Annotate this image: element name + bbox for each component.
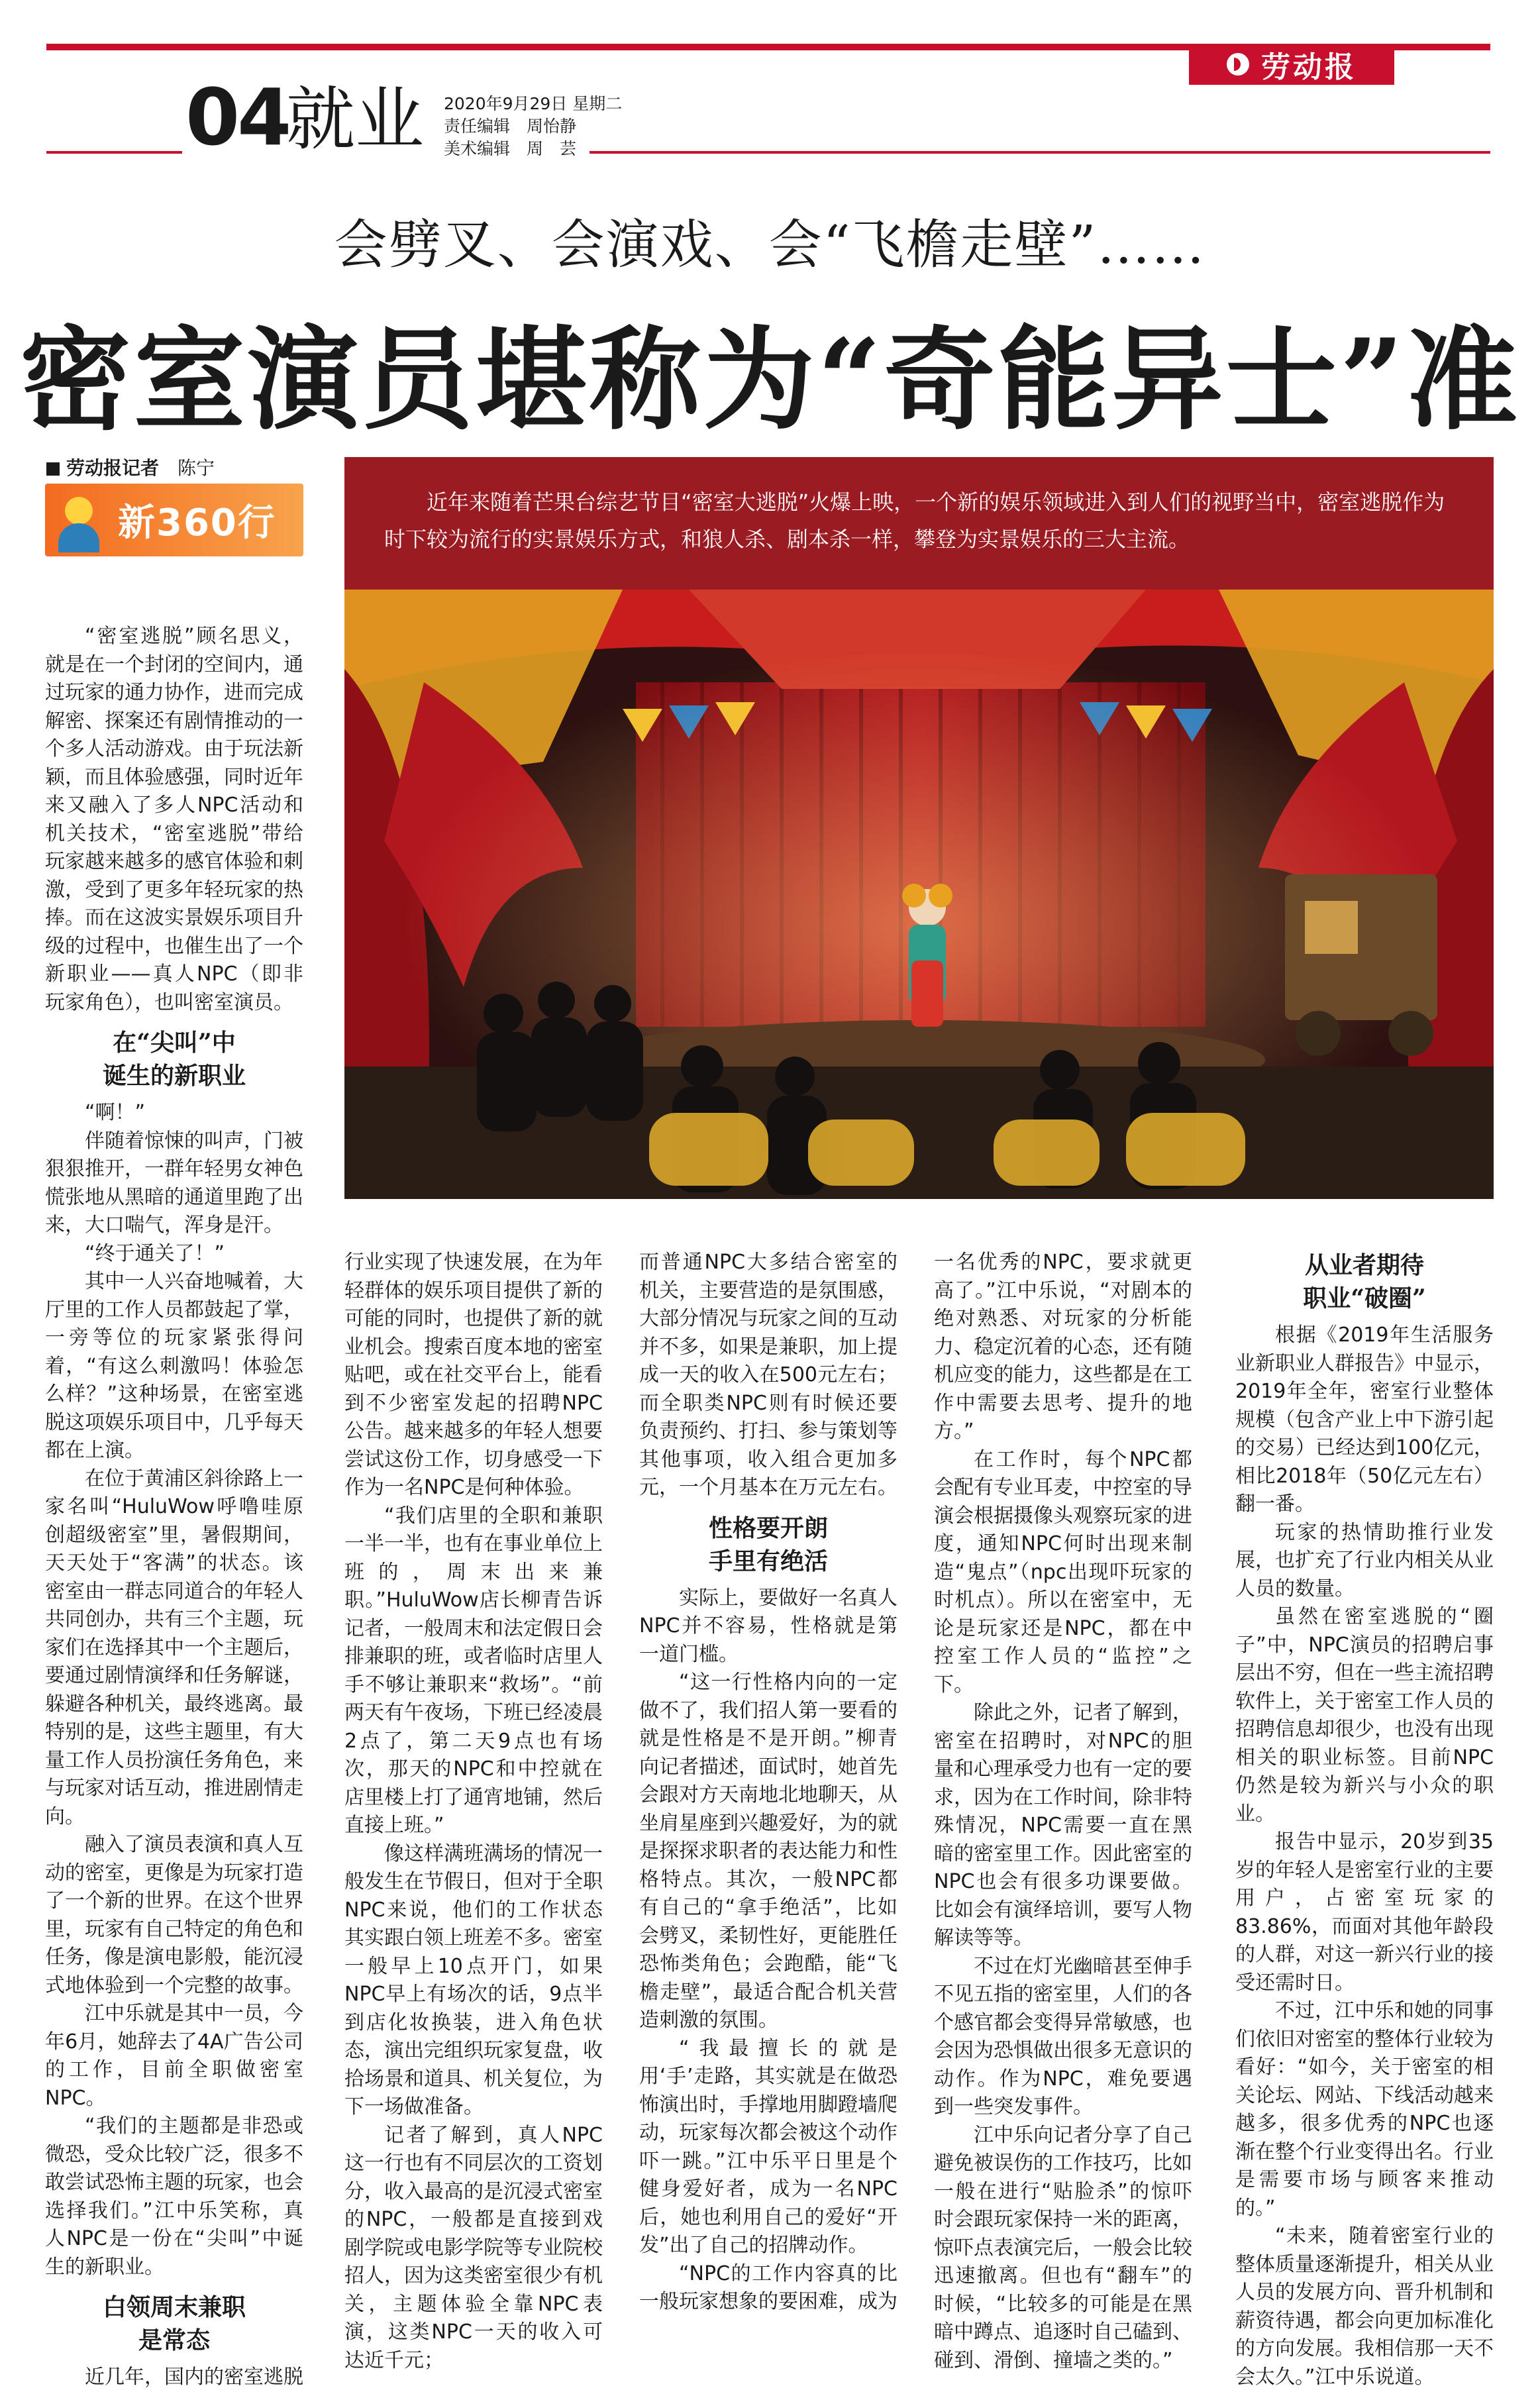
paragraph: “这一行性格内向的一定做不了，我们招人第一要看的就是性格是不是开朗。”柳青向记者描述，面试时，她首先会跟对方天南地北地聊天，从坐肩星座到兴趣爱好，为的就是探探求职者的表达能力和性格特点。其次，一般NPC都有自己的“拿手绝活”，比如会劈叉，柔韧性好，更能胜任恐怖类角色；会跑酷，能“飞檐走壁”，最适合配合机关营造刺激的氛围。 xyxy=(639,1671,898,2032)
paragraph: 玩家的热情助推行业发展，也扩充了行业内相关从业人员的数量。 xyxy=(1235,1520,1494,1600)
subheading: 性格要开朗 手里有绝活 xyxy=(708,1514,828,1575)
column-badge-label: 新360行 xyxy=(118,501,276,545)
issue-date: 2020年9月29日 星期二 xyxy=(444,94,623,113)
paragraph: 江中乐向记者分享了自己避免被误伤的工作技巧，比如一般在进行“贴脸杀”的惊吓时会跟玩家保持一米的距离，惊吓点表演完后，一般会比较迅速撤离。但也有“翻车”的时候，“比较多的可能是在黑暗中蹲点、追逐时自己磕到、碰到、滑倒、撞墙之类的。” xyxy=(934,2123,1192,2372)
section-title: 就业 xyxy=(286,79,425,160)
page-number: 04 xyxy=(185,72,289,163)
paragraph: 其中一人兴奋地喊着，大厅里的工作人员都鼓起了掌，一旁等位的玩家紧张得问着，“有这么刺激吗！体验怎么样？”这种场景，在密室逃脱这项娱乐项目中，几乎每天都在上演。 xyxy=(45,1270,303,1462)
paragraph: 近几年，国内的密室逃脱 xyxy=(85,2366,303,2389)
byline xyxy=(46,454,215,480)
paragraph: “啊！” xyxy=(85,1101,146,1124)
paragraph: 在位于黄浦区斜徐路上一家名叫“HuluWow呼噜哇原创超级密室”里，暑假期间，天天处于“客满”的状态。该密室由一群志同道合的年轻人共同创办，共有三个主题，玩家们在选择其中一个主题后，要通过剧情演绎和任务解谜，躲避各种机关，最终逃离。最特别的是，这些主题里，有大量工作人员扮演任务角色，来与玩家对话互动，推进剧情走向。 xyxy=(45,1467,303,1828)
paragraph: 江中乐就是其中一员，今年6月，她辞去了4A广告公司的工作，目前全职做密室NPC。 xyxy=(45,2002,303,2110)
paragraph: “密室逃脱”顾名思义，就是在一个封闭的空间内，通过玩家的通力协作，进而完成解密、探案还有剧情推动的一个多人活动游戏。由于玩法新颖，而且体验感强，同时近年来又融入了多人NPC活动和机关技术，“密室逃脱”带给玩家越来越多的感官体验和刺激，受到了更多年轻玩家的热捧。而在这波实景娱乐项目升级的过程中，也催生出了一个新职业——真人NPC（即非玩家角色），也叫密室演员。 xyxy=(45,625,303,1014)
article-column-1 xyxy=(45,623,303,2392)
paragraph: “我最擅长的就是用‘手’走路，其实就是在做恐怖演出时，手撑地用脚蹬墙爬动，玩家每次都会被这个动作吓一跳。”江中乐平日里是个健身爱好者，成为一名NPC后，她也利用自己的爱好“开发”出了自己的招牌动作。 xyxy=(639,2036,898,2257)
paragraph: 在工作时，每个NPC都会配有专业耳麦，中控室的导演会根据摄像头观察玩家的进度，通知NPC何时出现来制造“鬼点”（npc出现吓玩家的时机点）。所以在密室中，无论是玩家还是NPC，都在中控室工作人员的“监控”之下。 xyxy=(934,1447,1192,1696)
article-intro: 近年来随着芒果台综艺节目“密室大逃脱”火爆上映，一个新的娱乐领域进入到人们的视野当中，密室逃脱作为时下较为流行的实景娱乐方式，和狼人杀、剧本杀一样，攀登为实景娱乐的三大主流。 xyxy=(344,457,1494,590)
article-kicker: 会劈叉、会演戏、会“飞檐走壁”…… xyxy=(334,214,1206,276)
page-meta xyxy=(444,93,622,160)
paragraph: 记者了解到，真人NPC这一行也有不同层次的工资划分，收入最高的是沉浸式密室的NPC，一般都是直接到戏剧学院或电影学院等专业院校招人，因为这类密室很少有机关，主题体验全靠NPC表演，这类NPC一天的收入可达近千元； xyxy=(344,2123,603,2372)
art-editor: 美术编辑 周 芸 xyxy=(444,139,577,158)
column-badge xyxy=(45,484,303,556)
paragraph: 行业实现了快速发展，在为年轻群体的娱乐项目提供了新的可能的同时，也提供了新的就业机会。搜索百度本地的密室贴吧，或在社交平台上，能看到不少密室发起的招聘NPC公告。越来越多的年轻人想要尝试这份工作，切身感受一下作为一名NPC是何种体验。 xyxy=(344,1251,603,1499)
paragraph: 根据《2019年生活服务业新职业人群报告》中显示，2019年全年，密室行业整体规模（包含产业上中下游引起的交易）已经达到100亿元，相比2018年（50亿元左右）翻一番。 xyxy=(1235,1324,1494,1516)
paragraph: 虽然在密室逃脱的“圈子”中，NPC演员的招聘启事层出不穷，但在一些主流招聘软件上，关于密室工作人员的招聘信息却很少，也没有出现相关的职业标签。目前NPC仍然是较为新兴与小众的职业。 xyxy=(1235,1605,1494,1826)
paper-name: 劳动报 xyxy=(1261,50,1357,84)
paragraph: 融入了演员表演和真人互动的密室，更像是为玩家打造了一个新的世界。在这个世界里，玩家有自己特定的角色和任务，像是演电影般，能沉浸式地体验到一个完整的故事。 xyxy=(45,1833,303,1997)
byline-square-icon xyxy=(46,462,60,476)
stage-photo-illustration xyxy=(344,590,1494,1199)
paragraph: “我们店里的全职和兼职一半一半，也有在事业单位上班的，周末出来兼职。”HuluWow店长柳青告诉记者，一般周末和法定假日会排兼职的班，或者临时店里人手不够让兼职来“救场”。“前两天有午夜场，下班已经凌晨2点了，第二天9点也有场次，那天的NPC和中控就在店里楼上打了通宵地铺，然后直接上班。” xyxy=(344,1504,603,1837)
article-column-2 xyxy=(344,1249,603,2375)
responsible-editor: 责任编辑 周怡静 xyxy=(444,117,577,136)
paragraph: 报告中显示，20岁到35岁的年轻人是密室行业的主要用户，占密室玩家的83.86%，而面对其他年龄段的人群，对这一新兴行业的接受还需时日。 xyxy=(1235,1830,1494,1995)
paragraph: 伴随着惊悚的叫声，门被狠狠推开，一群年轻男女神色慌张地从黑暗的通道里跑了出来，大口喘气，浑身是汗。 xyxy=(45,1129,303,1237)
paragraph: 一名优秀的NPC，要求就更高了。”江中乐说，“对剧本的绝对熟悉、对玩家的分析能力、稳定沉着的心态，还有随机应变的能力，这些都是在工作中需要去思考、提升的地方。” xyxy=(934,1251,1192,1443)
section-right-rule xyxy=(590,151,1490,154)
paragraph: 而普通NPC大多结合密室的机关，主要营造的是氛围感，大部分情况与玩家之间的互动并不多，如果是兼职，加上提成一天的收入在500元左右；而全职类NPC则有时候还要负责预约、打扫、参与策划等其他事项，收入组合更加多元，一个月基本在万元左右。 xyxy=(639,1251,898,1499)
subheading: 白领周末兼职 是常态 xyxy=(102,2293,246,2354)
logo-mark-icon xyxy=(1227,53,1249,76)
paragraph: “我们的主题都是非恐或微恐，受众比较广泛，很多不敢尝试恐怖主题的玩家，也会选择我们。”江中乐笑称，真人NPC是一份在“尖叫”中诞生的新职业。 xyxy=(45,2114,303,2279)
paragraph: 不过，江中乐和她的同事们依旧对密室的整体行业较为看好：“如今，关于密室的相关论坛、网站、下线活动越来越多，很多优秀的NPC也逐渐在整个行业变得出名。行业是需要市场与顾客来推动的。” xyxy=(1235,1999,1494,2220)
article-column-5 xyxy=(1235,1249,1494,2391)
byline-name: 陈宁 xyxy=(178,457,215,479)
newspaper-logo xyxy=(1189,44,1394,85)
paragraph: 除此之外，记者了解到，密室在招聘时，对NPC的胆量和心理承受力也有一定的要求，因为在工作时间，除非特殊情况，NPC需要一直在黑暗的密室里工作。因此密室的NPC也会有很多功课要做。比如会有演绎培训，要写人物解读等等。 xyxy=(934,1701,1192,1950)
section-left-rule xyxy=(46,151,182,154)
article-column-4 xyxy=(934,1249,1192,2375)
byline-label: 劳动报记者 xyxy=(66,457,160,479)
paragraph: 不过在灯光幽暗甚至伸手不见五指的密室里，人们的各个感官都会变得异常敏感，也会因为恐惧做出很多无意识的动作。作为NPC，难免要遇到一些突发事件。 xyxy=(934,1954,1192,2118)
paragraph: “未来，随着密室行业的整体质量逐渐提升，相关从业人员的发展方向、晋升机制和薪资待遇，都会向更加标准化的方向发展。我相信那一天不会太久。”江中乐说道。 xyxy=(1235,2224,1494,2389)
article-headline: 密室演员堪称为“奇能异士”准 xyxy=(19,314,1521,445)
article-photo xyxy=(344,590,1494,1199)
paragraph: 像这样满班满场的情况一般发生在节假日，但对于全职NPC来说，他们的工作状态其实跟白领上班差不多。密室一般早上10点开门，如果NPC早上有场次的话，9点半到店化妆换装，进入角色状态，演出完组织玩家复盘，收拾场景和道具、机关复位，为下一场做准备。 xyxy=(344,1842,603,2118)
paragraph: “终于通关了！” xyxy=(85,1241,225,1265)
person-figure-icon xyxy=(45,484,118,556)
paragraph: 实际上，要做好一名真人NPC并不容易，性格就是第一道门槛。 xyxy=(639,1586,898,1666)
subheading: 从业者期待 职业“破圈” xyxy=(1303,1251,1426,1312)
paragraph: “NPC的工作内容真的比一般玩家想象的要困难，成为 xyxy=(639,2262,898,2313)
subheading: 在“尖叫”中 诞生的新职业 xyxy=(102,1029,246,1090)
article-column-3 xyxy=(639,1249,898,2316)
